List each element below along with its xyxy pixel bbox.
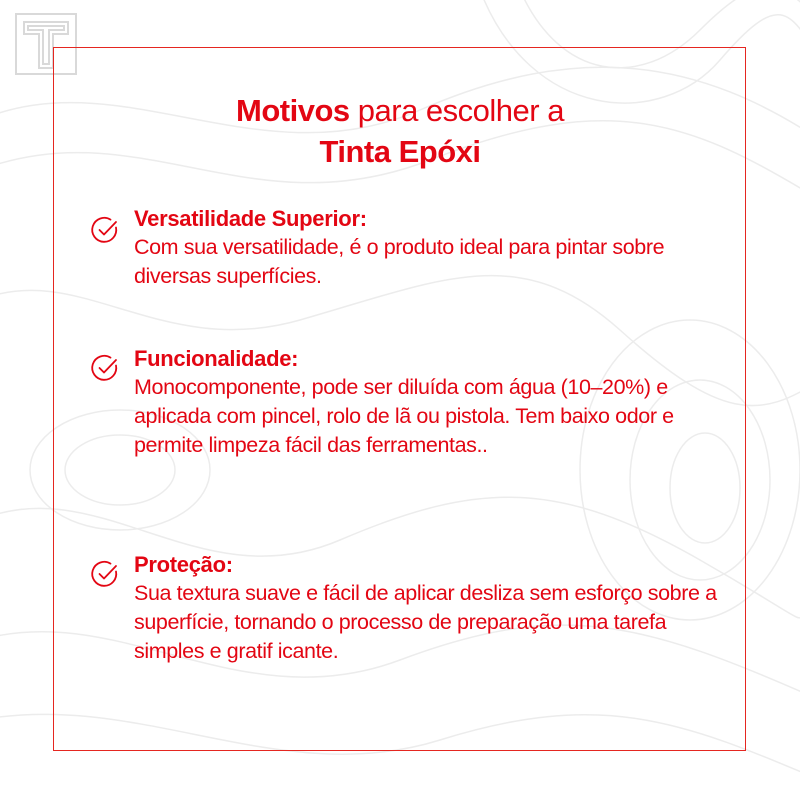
reason-text — [134, 551, 734, 666]
check-circle-icon — [90, 559, 120, 589]
reason-body: Sua textura suave e fácil de aplicar desliza sem esforço sobre a superfície, tornando o processo de preparação uma tarefa simples e gratif icante. — [134, 581, 717, 663]
page-title — [0, 90, 800, 172]
reason-body: Monocomponente, pode ser diluída com água (10–20%) e aplicada com pincel, rolo de lã ou pistola. Tem baixo odor e permite limpeza fácil das ferramentas.. — [134, 375, 674, 457]
title-line-2: Tinta Epóxi — [319, 134, 481, 169]
check-circle-icon — [90, 353, 120, 383]
reason-heading: Funcionalidade: — [134, 346, 299, 371]
reason-heading: Proteção: — [134, 552, 233, 577]
reason-text — [134, 345, 734, 460]
reason-text — [134, 205, 734, 291]
reason-heading: Versatilidade Superior: — [134, 206, 367, 231]
title-line1-rest: para escolher a — [349, 93, 564, 128]
title-highlight: Motivos — [236, 93, 350, 128]
title-line-1 — [0, 90, 800, 131]
check-circle-icon — [90, 215, 120, 245]
reason-body: Com sua versatilidade, é o produto ideal para pintar sobre diversas superfícies. — [134, 235, 665, 288]
